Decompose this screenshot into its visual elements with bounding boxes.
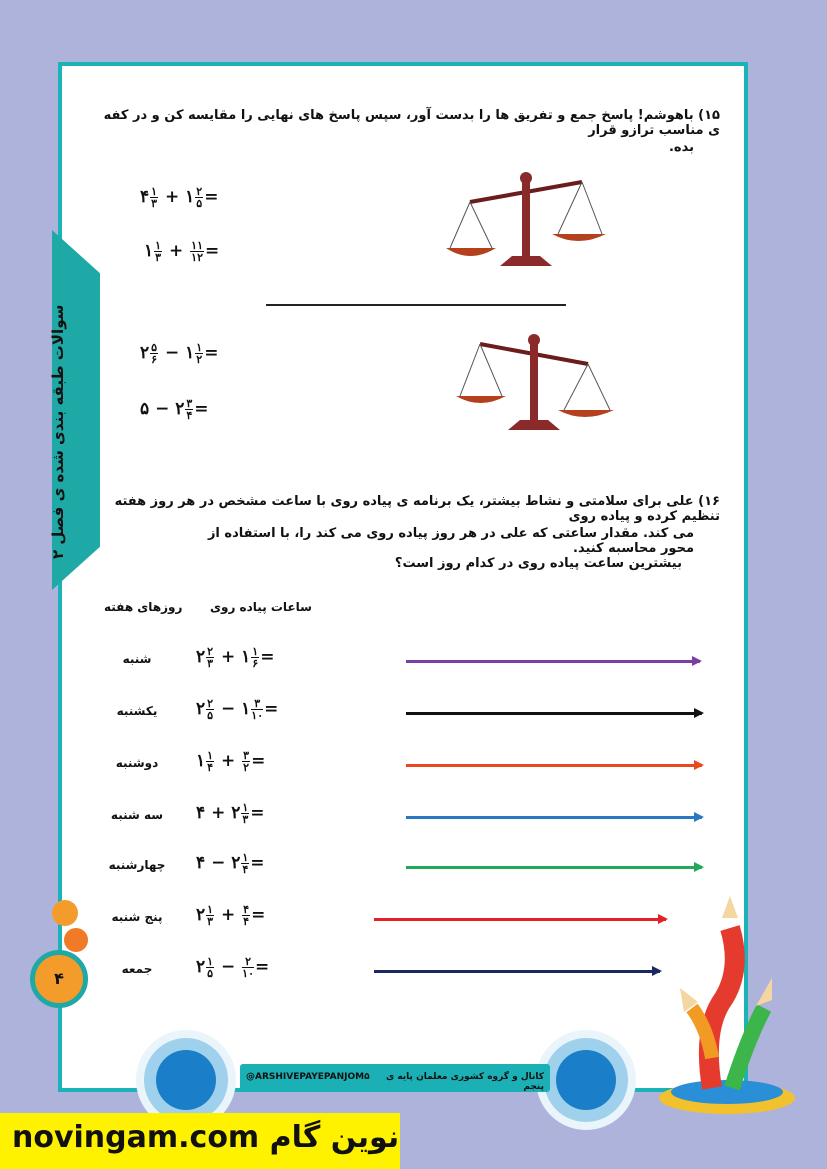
col-header-days: روزهای هفته — [104, 600, 183, 614]
side-title: سوالات طبقه بندی شده ی فصل ۲ — [49, 304, 67, 560]
walking-expression: ۲ $\frac{۲}{۵}$ − ۱ $\frac{۳}{۱۰}$ = — [196, 697, 279, 722]
wheel-left-hub — [156, 1050, 216, 1110]
number-line-arrow — [374, 918, 666, 921]
footer-channel: کانال و گروه کشوری معلمان پایه ی پنجم — [385, 1072, 544, 1092]
footer-handle: @ARSHIVEPAYEPANJOM۵ — [246, 1072, 370, 1082]
q15-expression-2: ۱ $\frac{۱}{۳}$ + $\frac{۱۱}{۱۲}$ = — [144, 239, 220, 264]
worksheet-page — [58, 62, 748, 1092]
pencils-decoration-icon — [652, 888, 802, 1118]
q16-text-line1: ۱۶) علی برای سلامتی و نشاط بیشتر، یک برنامه ی پیاده روی با ساعت مشخص در هر روز هفته تنظیم کرده و پیاده روی — [114, 494, 720, 524]
balance-scale-icon — [440, 168, 610, 276]
q16-text-line2: می کند. مقدار ساعتی که علی در هر روز پیاده روی می کند را، با استفاده از محور محاسبه کنید. — [207, 526, 694, 556]
walking-expression: ۱ $\frac{۱}{۴}$ + $\frac{۳}{۲}$ = — [196, 749, 266, 774]
walking-expression: ۲ $\frac{۱}{۵}$ − $\frac{۲}{۱۰}$ = — [196, 955, 270, 980]
number-line-arrow — [406, 660, 700, 663]
walking-expression: ۴ − ۲ $\frac{۱}{۴}$ = — [196, 851, 265, 876]
number-line-arrow — [406, 712, 702, 715]
day-label: جمعه — [121, 962, 153, 976]
q15-expression-1: ۴ $\frac{۱}{۳}$ + ۱ $\frac{۲}{۵}$ = — [140, 185, 219, 210]
q16-text-line3: بیشترین ساعت پیاده روی در کدام روز است؟ — [394, 556, 682, 571]
candy-icon-2 — [64, 928, 88, 952]
q15-expression-4: ۵ − ۲ $\frac{۳}{۴}$ = — [140, 397, 209, 422]
day-label: یکشنبه — [116, 704, 158, 718]
page-number: ۴ — [30, 950, 88, 1008]
walking-expression: ۲ $\frac{۱}{۳}$ + $\frac{۴}{۴}$ = — [196, 903, 266, 928]
q15-text-line1: ۱۵) باهوشم! پاسخ جمع و تفریق ها را بدست آور، سپس پاسخ های نهایی را مقایسه کن و در کفه ی مناسب ترازو قرار — [103, 108, 720, 138]
q15-expression-3: ۲ $\frac{۵}{۶}$ − ۱ $\frac{۱}{۲}$ = — [140, 341, 219, 366]
day-label: پنج شنبه — [111, 910, 163, 924]
day-label: چهارشنبه — [108, 858, 166, 872]
day-label: شنبه — [122, 652, 152, 666]
number-line-arrow — [406, 866, 702, 869]
candy-icon — [52, 900, 78, 926]
col-header-hours: ساعات پیاده روی — [210, 600, 312, 614]
day-label: دوشنبه — [115, 756, 159, 770]
balance-scale-icon-2 — [450, 330, 620, 438]
number-line-arrow — [406, 816, 702, 819]
number-line-arrow — [406, 764, 702, 767]
q15-text-line2: بده. — [668, 140, 694, 155]
number-line-arrow — [374, 970, 660, 973]
wheel-right-hub — [556, 1050, 616, 1110]
walking-expression: ۴ + ۲ $\frac{۱}{۳}$ = — [196, 801, 265, 826]
brand-text[interactable]: novingam.com نوین گام — [12, 1120, 400, 1155]
day-label: سه شنبه — [110, 808, 164, 822]
walking-expression: ۲ $\frac{۲}{۳}$ + ۱ $\frac{۱}{۶}$ = — [196, 645, 275, 670]
section-divider — [266, 304, 566, 306]
